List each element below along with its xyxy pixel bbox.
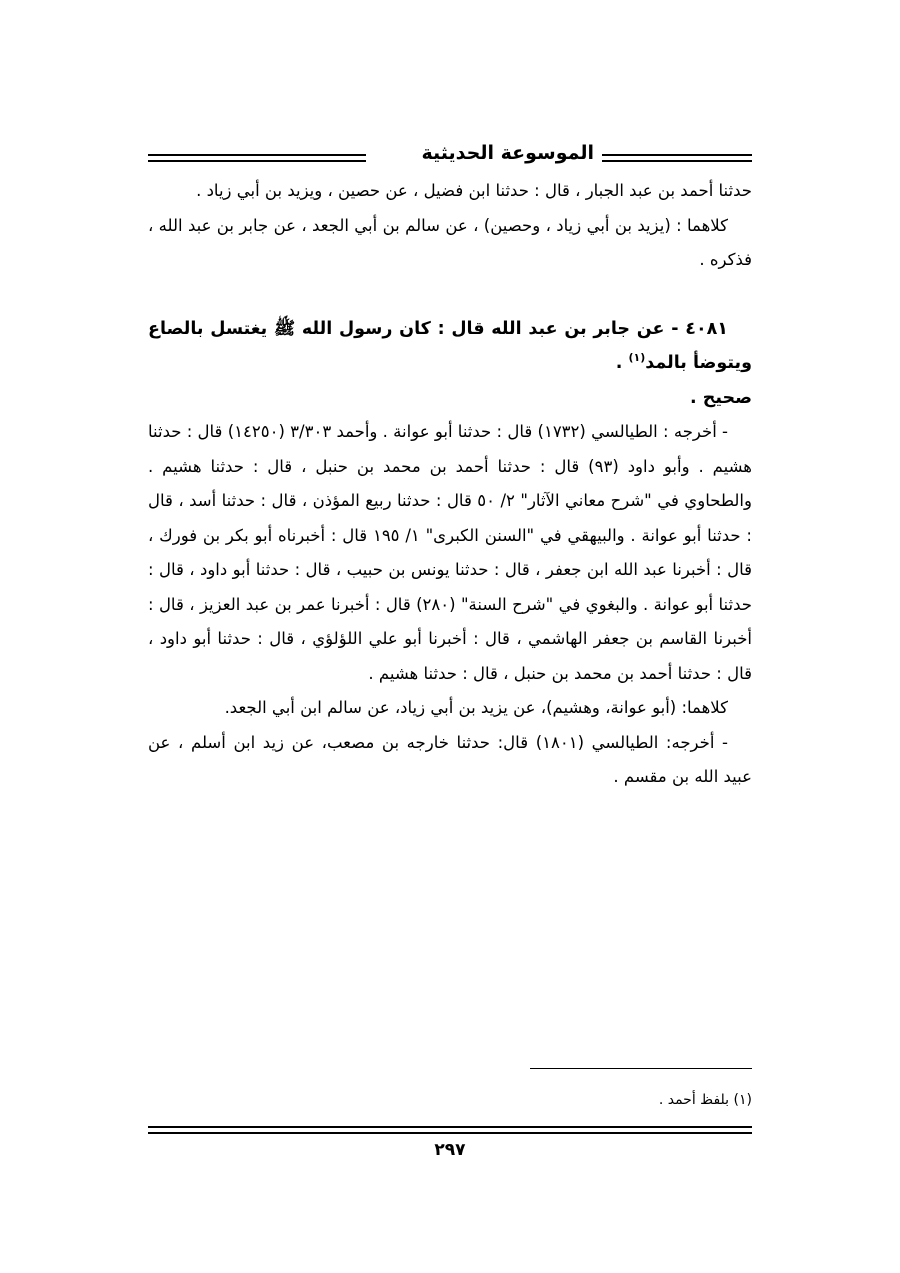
page-body (148, 174, 752, 795)
paragraph-3: - أخرجه : الطيالسي (١٧٣٢) قال : حدثنا أبو عوانة . وأحمد ٣/٣٠٣ (١٤٢٥٠) قال : حدثنا هشيم . وأبو داود (٩٣) قال : حدثنا أحمد بن محمد بن حنبل ، قال : حدثنا هشيم . والطحاوي في "شرح معاني الآثار" ٢/ ٥٠ قال : حدثنا ربيع المؤذن ، قال : حدثنا أسد ، قال : حدثنا أبو عوانة . والبيهقي في "السنن الكبرى" ١/ ١٩٥ قال : أخبرناه أبو بكر بن فورك ، قال : أخبرنا عبد الله ابن جعفر ، قال : حدثنا يونس بن حبيب ، قال : حدثنا أبو داود ، قال : حدثنا أبو عوانة . والبغوي في "شرح السنة" (٢٨٠) قال : أخبرنا عمر بن عبد العزيز ، قال : أخبرنا القاسم بن جعفر الهاشمي ، قال : أخبرنا أبو علي اللؤلؤي ، قال : حدثنا أبو داود ، قال : حدثنا أحمد بن محمد بن حنبل ، قال : حدثنا هشيم . (148, 422, 752, 683)
document-page (148, 140, 752, 1260)
footnote-ref[interactable]: (١) (628, 351, 646, 365)
hadith-grade: صحيح . (689, 387, 752, 408)
footnote-separator (530, 1068, 752, 1069)
paragraph-5: - أخرجه: الطيالسي (١٨٠١) قال: حدثنا خارجه بن مصعب، عن زيد ابن أسلم ، عن عبيد الله بن مقسم . (148, 732, 752, 786)
page-header (148, 140, 752, 172)
hadith-text: عن جابر بن عبد الله قال : كان رسول الله ﷺ يغتسل بالصاع ويتوضأ بالمد (148, 318, 752, 373)
header-title: الموسوعة الحديثية (421, 142, 594, 164)
page-number: ٢٩٧ (434, 1140, 466, 1160)
footer-rule (148, 1126, 752, 1134)
paragraph-2: كلاهما : (يزيد بن أبي زياد ، وحصين) ، عن سالم بن أبي الجعد ، عن جابر بن عبد الله ، فذكره . (148, 215, 752, 269)
hadith-paragraph (148, 312, 752, 381)
hadith-end: . (615, 353, 629, 373)
hadith-number: ٤٠٨١ - (671, 318, 728, 339)
header-rule-right (602, 154, 752, 162)
header-rule-left (148, 154, 366, 162)
footnote-1: (١) بلفظ أحمد . (658, 1092, 752, 1108)
paragraph-1: حدثنا أحمد بن عبد الجبار ، قال : حدثنا ابن فضيل ، عن حصين ، ويزيد بن أبي زياد . (196, 181, 752, 200)
paragraph-4: كلاهما: (أبو عوانة، وهشيم)، عن يزيد بن أبي زياد، عن سالم ابن أبي الجعد. (224, 698, 728, 717)
spacer (148, 278, 752, 312)
